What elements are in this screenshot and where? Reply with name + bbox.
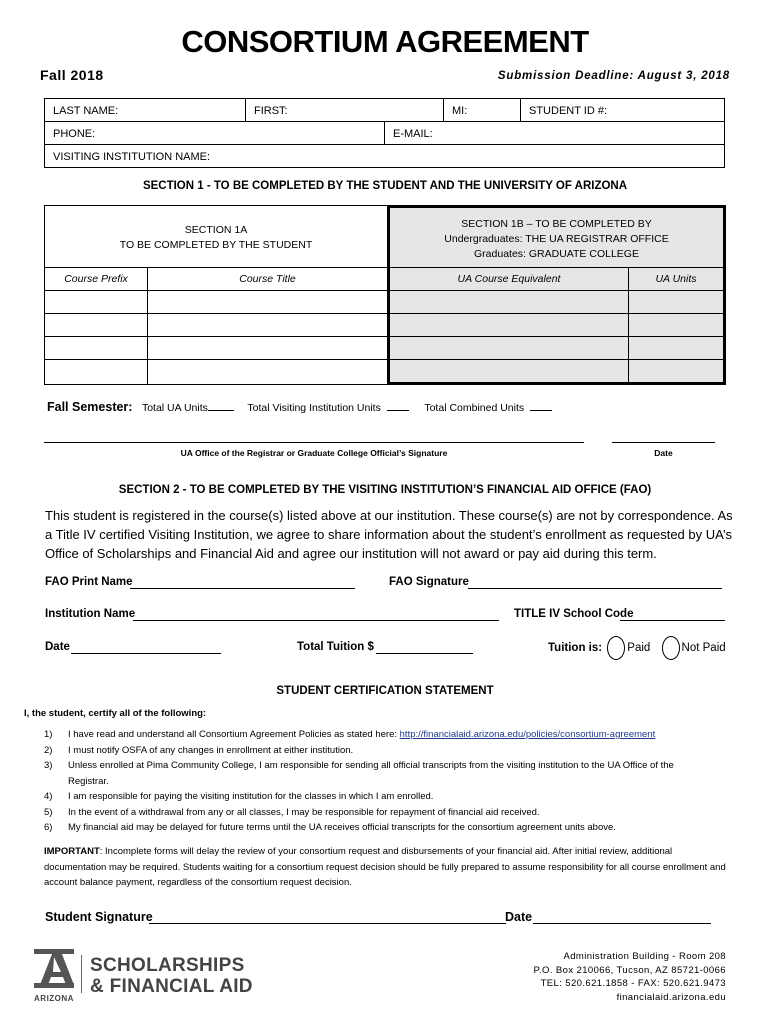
- registrar-signature-label: UA Office of the Registrar or Graduate College Official’s Signature: [180, 448, 448, 458]
- title-iv-code-label: TITLE IV School Code: [514, 608, 634, 620]
- fao-print-name-label: FAO Print Name: [45, 576, 133, 588]
- student-id-field[interactable]: STUDENT ID #:: [529, 105, 608, 117]
- cert-item-number: 5): [44, 806, 53, 818]
- col-ua-units: UA Units: [629, 268, 725, 291]
- consortium-policy-link[interactable]: http://financialaid.arizona.edu/policies/consortium-agreement: [399, 729, 656, 740]
- tuition-is-label: Tuition is:: [548, 642, 603, 655]
- cert-item-text: I must notify OSFA of any changes in enrollment at either institution.: [68, 744, 354, 756]
- semester-totals: [47, 400, 552, 414]
- fao-date-line[interactable]: [71, 653, 221, 654]
- cert-item-text: I am responsible for paying the visiting institution for the classes in which I am enrolled.: [68, 791, 434, 802]
- cert-item-number: 6): [44, 822, 53, 833]
- cert-item: [44, 743, 734, 759]
- student-signature-line[interactable]: [149, 923, 506, 924]
- logo-divider: [81, 955, 82, 993]
- ua-equivalent-cell[interactable]: [388, 337, 629, 360]
- institution-name-line[interactable]: [133, 620, 499, 621]
- course-title-cell[interactable]: [148, 360, 388, 384]
- total-visiting-units-blank[interactable]: [387, 410, 409, 411]
- footer-address: [534, 950, 727, 1004]
- logo-line-2: & FINANCIAL AID: [90, 976, 253, 997]
- ua-units-cell[interactable]: [629, 360, 725, 384]
- important-text: : Incomplete forms will delay the review of your consortium request and disbursements of your financial aid. After initial review, additional documentation may be required. Students waiting for a consortium request decision should be fully prepared to assume responsibility for all course enrollment and account balance payment, regardless of the consortium request decision.: [44, 846, 726, 888]
- ua-equivalent-cell[interactable]: [388, 291, 629, 314]
- course-prefix-cell[interactable]: [45, 291, 148, 314]
- section1b-title: SECTION 1B – TO BE COMPLETED BY: [461, 218, 652, 230]
- first-name-field[interactable]: FIRST:: [246, 99, 444, 121]
- paid-radio[interactable]: [607, 636, 625, 660]
- registrar-date-line[interactable]: [612, 442, 715, 443]
- fao-print-name-line[interactable]: [130, 588, 355, 589]
- important-notice: [44, 844, 734, 891]
- cert-item-number: 1): [44, 729, 53, 740]
- total-combined-units-blank[interactable]: [530, 410, 552, 411]
- course-title-cell[interactable]: [148, 337, 388, 360]
- institution-name-label: Institution Name: [45, 608, 136, 620]
- ua-equivalent-cell[interactable]: [388, 360, 629, 384]
- fao-signature-label: FAO Signature: [389, 576, 469, 588]
- info-row-2: [45, 122, 724, 145]
- not-paid-radio[interactable]: [662, 636, 680, 660]
- phone-fax: TEL: 520.621.1858 - FAX: 520.621.9473: [540, 978, 726, 989]
- fao-agreement-paragraph: This student is registered in the course(s) listed above at our institution. These course(s) are not by correspondence. As a Title IV certified Visiting Institution, we agree to share information about the student’s enrollment as requested by UA’s Office of Scholarships and Financial Aid and agree our institution will not award or pay aid during this term.: [45, 508, 733, 561]
- course-prefix-cell[interactable]: [45, 314, 148, 337]
- cert-item: [44, 820, 734, 836]
- address-building: Administration Building - Room 208: [563, 951, 726, 962]
- phone-field[interactable]: PHONE:: [45, 122, 385, 144]
- website: financialaid.arizona.edu: [616, 991, 726, 1003]
- student-date-label: Date: [505, 910, 533, 924]
- course-title-cell[interactable]: [148, 291, 388, 314]
- visiting-institution-field[interactable]: VISITING INSTITUTION NAME:: [53, 151, 211, 163]
- total-visiting-units-label: Total Visiting Institution Units: [247, 402, 381, 414]
- semester-label: Fall Semester: [47, 400, 129, 414]
- cert-item: [44, 789, 734, 805]
- term-label: Fall 2018: [40, 67, 104, 83]
- semester-colon: :: [128, 400, 133, 414]
- fao-signature-line[interactable]: [468, 588, 722, 589]
- total-tuition-label: Total Tuition $: [297, 641, 374, 653]
- registrar-signature-line[interactable]: [44, 442, 584, 443]
- total-ua-units-label: Total UA Units: [141, 402, 208, 414]
- logo-line-1: SCHOLARSHIPS: [90, 955, 245, 976]
- address-po-box: P.O. Box 210066, Tucson, AZ 85721-0066: [533, 964, 726, 976]
- student-info-box: [44, 98, 725, 168]
- cert-item: [44, 758, 734, 789]
- total-combined-units-label: Total Combined Units: [424, 402, 525, 414]
- section1-heading: SECTION 1 - TO BE COMPLETED BY THE STUDENT AND THE UNIVERSITY OF ARIZONA: [142, 180, 628, 192]
- osfa-logo-text: [90, 955, 253, 997]
- total-ua-units-blank[interactable]: [208, 410, 234, 411]
- arizona-wordmark: ARIZONA: [34, 994, 74, 1003]
- cert-item-text: I have read and understand all Consortium Agreement Policies as stated here:: [68, 729, 400, 740]
- section2-heading: SECTION 2 - TO BE COMPLETED BY THE VISITING INSTITUTION’S FINANCIAL AID OFFICE (FAO): [118, 484, 652, 496]
- cert-item-number: 2): [44, 744, 53, 756]
- course-prefix-cell[interactable]: [45, 337, 148, 360]
- arizona-a-logo-icon: [30, 947, 78, 1003]
- col-ua-course-equivalent: UA Course Equivalent: [388, 268, 629, 291]
- course-title-cell[interactable]: [148, 314, 388, 337]
- section1a-header: [45, 206, 388, 268]
- cert-item-number: 3): [44, 760, 53, 771]
- section1a-subtitle: TO BE COMPLETED BY THE STUDENT: [119, 239, 313, 251]
- ua-units-cell[interactable]: [629, 291, 725, 314]
- certification-intro: I, the student, certify all of the following:: [24, 708, 207, 719]
- col-course-prefix: Course Prefix: [45, 268, 148, 291]
- cert-item: [44, 805, 734, 821]
- ua-units-cell[interactable]: [629, 314, 725, 337]
- certification-list: [44, 727, 734, 836]
- cert-item: [44, 727, 734, 743]
- student-date-line[interactable]: [533, 923, 711, 924]
- section1a-title: SECTION 1A: [184, 224, 248, 236]
- email-field[interactable]: E-MAIL:: [393, 128, 433, 140]
- cert-item-text: Unless enrolled at Pima Community College, I am responsible for sending all official transcripts from the visiting institution to the UA Office of the Registrar.: [68, 760, 674, 787]
- cert-item-text: In the event of a withdrawal from any or all classes, I may be responsible for repayment of financial aid received.: [68, 806, 540, 818]
- tuition-status: [548, 636, 726, 660]
- form-title: CONSORTIUM AGREEMENT: [181, 24, 589, 59]
- registrar-date-label: Date: [654, 448, 673, 458]
- section1b-undergrad: Undergraduates: THE UA REGISTRAR OFFICE: [444, 233, 669, 245]
- cert-item-text: My financial aid may be delayed for future terms until the UA receives official transcripts for the consortium agreement units above.: [68, 822, 616, 833]
- ua-equivalent-cell[interactable]: [388, 314, 629, 337]
- important-label: IMPORTANT: [44, 846, 100, 857]
- info-row-3: [45, 145, 724, 167]
- student-signature-label: Student Signature: [45, 910, 153, 924]
- mi-field[interactable]: MI:: [444, 99, 521, 121]
- section1b-header: [388, 206, 725, 268]
- title-iv-code-line[interactable]: [620, 620, 725, 621]
- total-tuition-line[interactable]: [376, 653, 473, 654]
- info-row-1: [45, 99, 724, 122]
- col-course-title: Course Title: [148, 268, 388, 291]
- paid-label: Paid: [627, 642, 651, 655]
- not-paid-label: Not Paid: [681, 642, 726, 655]
- fao-date-label: Date: [45, 641, 70, 653]
- course-table: [44, 205, 726, 385]
- cert-item-number: 4): [44, 791, 53, 802]
- ua-units-cell[interactable]: [629, 337, 725, 360]
- course-prefix-cell[interactable]: [45, 360, 148, 384]
- last-name-field[interactable]: LAST NAME:: [45, 99, 246, 121]
- submission-deadline: Submission Deadline: August 3, 2018: [497, 70, 730, 82]
- certification-heading: STUDENT CERTIFICATION STATEMENT: [276, 685, 494, 697]
- section1b-grad: Graduates: GRADUATE COLLEGE: [474, 248, 639, 260]
